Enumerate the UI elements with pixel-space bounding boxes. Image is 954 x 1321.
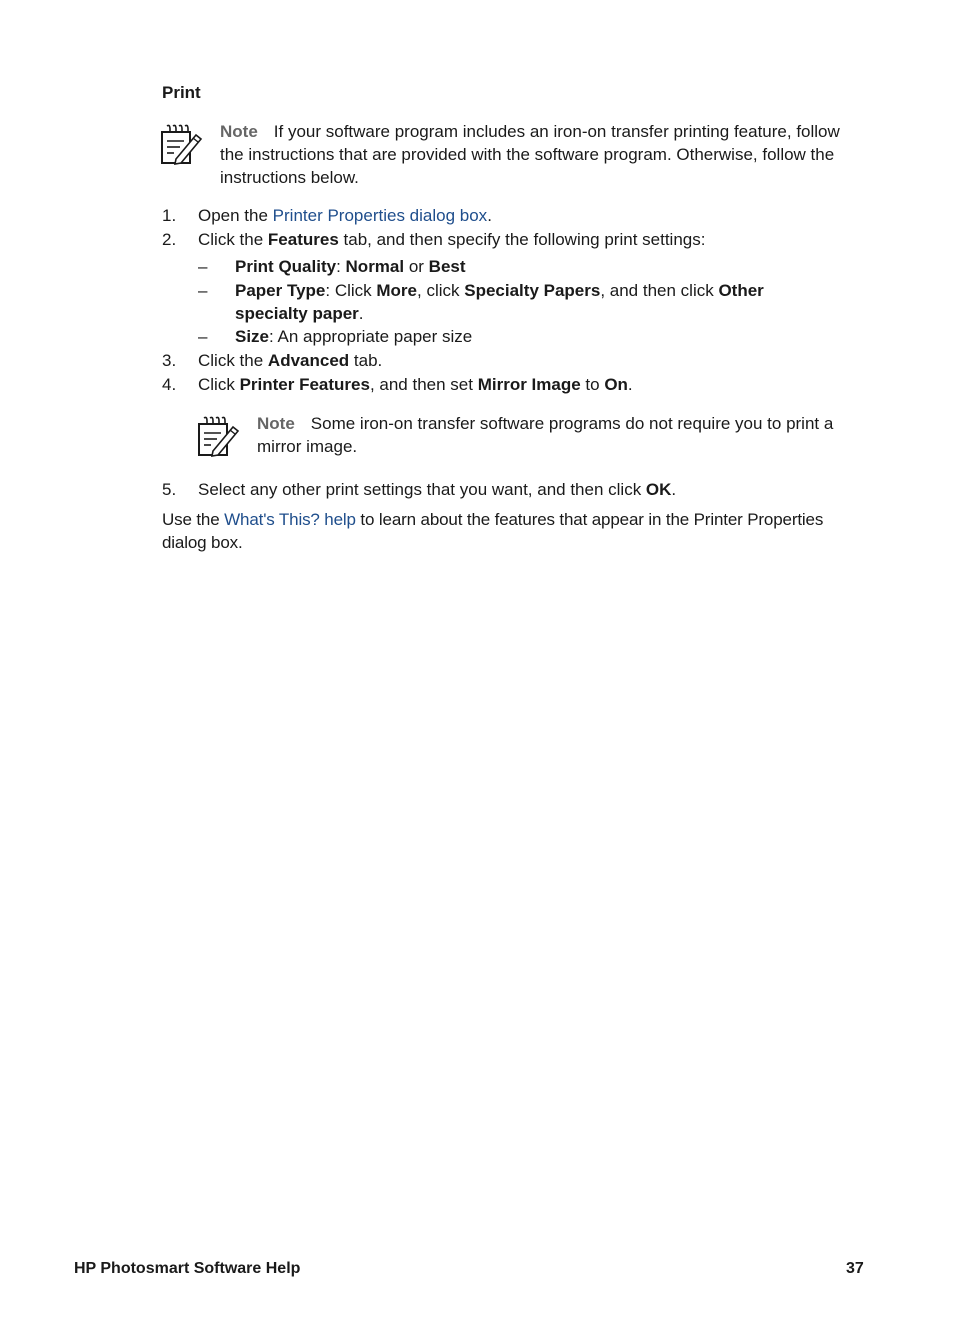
- sub-item-size: [235, 325, 472, 348]
- note-icon: [197, 416, 241, 458]
- step-bold: Printer Features: [239, 375, 370, 394]
- step-text: Select any other print settings that you want, and then click: [198, 480, 646, 499]
- step-text: to: [580, 375, 605, 394]
- sub-bold: Best: [428, 257, 466, 276]
- sub-dash: –: [198, 327, 208, 346]
- step-5: [198, 478, 676, 501]
- step-text: .: [487, 206, 492, 225]
- step-bold: On: [604, 375, 628, 394]
- sub-text: , click: [417, 281, 465, 300]
- sub-bold: Paper Type: [235, 281, 326, 300]
- closing-paragraph: [162, 508, 870, 554]
- step-text: Click the: [198, 230, 268, 249]
- step-number: 4.: [162, 375, 177, 394]
- step-number: 2.: [162, 230, 177, 249]
- printer-properties-link[interactable]: Printer Properties dialog box: [272, 206, 488, 225]
- step-text: tab, and then specify the following print settings:: [338, 230, 706, 249]
- step-bold: Advanced: [267, 351, 350, 370]
- step-bold: OK: [645, 480, 672, 499]
- step-text: , and then set: [369, 375, 478, 394]
- sub-text: :: [336, 257, 346, 276]
- step-4: [198, 373, 633, 396]
- sub-text: : An appropriate paper size: [269, 327, 473, 346]
- step-number: 5.: [162, 480, 177, 499]
- sub-item-print-quality: [235, 255, 466, 278]
- sub-text: .: [358, 304, 364, 323]
- step-number: 1.: [162, 206, 177, 225]
- sub-bold: More: [376, 281, 418, 300]
- note-1: [220, 120, 865, 189]
- closing-text: Use the: [162, 510, 225, 529]
- sub-text: : Click: [325, 281, 377, 300]
- sub-bold: Normal: [345, 257, 405, 276]
- sub-dash: –: [198, 257, 208, 276]
- footer-title: HP Photosmart Software Help: [74, 1260, 301, 1277]
- step-number: 3.: [162, 351, 177, 370]
- sub-item-paper-type: [235, 279, 825, 325]
- step-text: .: [671, 480, 677, 499]
- step-text: Click the: [198, 351, 268, 370]
- sub-bold: Specialty Papers: [464, 281, 601, 300]
- sub-text: , and then click: [600, 281, 719, 300]
- step-bold: Mirror Image: [477, 375, 581, 394]
- step-text: Click: [198, 375, 240, 394]
- step-bold: Features: [267, 230, 339, 249]
- step-3: [198, 349, 382, 372]
- note-text: If your software program includes an iron-on transfer printing feature, follow the instructions that are provided with the software program. Otherwise, follow the instructions below.: [220, 122, 840, 187]
- step-1: [198, 204, 492, 227]
- sub-dash: –: [198, 281, 208, 300]
- sub-bold: Size: [235, 327, 270, 346]
- sub-text: or: [404, 257, 429, 276]
- sub-bold: Print Quality: [235, 257, 337, 276]
- page-number: 37: [846, 1260, 864, 1277]
- step-text: Open the: [198, 206, 273, 225]
- note-text: Some iron-on transfer software programs do not require you to print a mirror image.: [257, 414, 834, 456]
- step-text: .: [627, 375, 633, 394]
- note-label: Note: [220, 122, 258, 141]
- sub-bold: Other specialty paper: [235, 281, 764, 323]
- note-icon: [160, 124, 204, 166]
- section-heading: Print: [162, 83, 201, 102]
- closing-text: to learn about the features that appear in the Printer Properties dialog box.: [162, 510, 824, 552]
- note-2: [257, 412, 867, 458]
- note-label: Note: [257, 414, 295, 433]
- whats-this-help-link[interactable]: What's This? help: [224, 510, 356, 529]
- step-2: [198, 228, 705, 251]
- step-text: tab.: [349, 351, 383, 370]
